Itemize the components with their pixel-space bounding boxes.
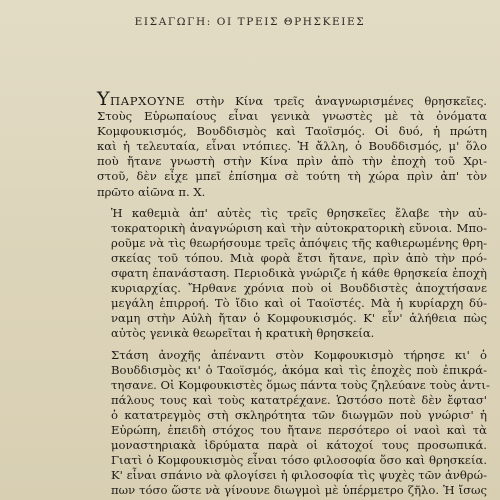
text-line: πρῶτο αἰῶνα π. Χ. [97,184,206,199]
text-line: σκείας τοῦ τόπου. Μιὰ φορὰ ἔτσι ἤτανε, πρὶν ἀπὸ τὴν πρό- [111,250,487,265]
text-line: Γιατὶ ὁ Κομφουκισμὸς εἶναι τόσο φιλοσοφία ὅσο καὶ θρησκεία. [111,453,487,468]
text-line: τησανε. Οἱ Κομφουκιστὲς ὅμως πάντα τοὺς ζηλεύανε τοὺς ἀντι- [111,377,490,392]
text-line: πων τόσο ὥστε νὰ γίνουνε διωγμοὶ μὲ ὑπέρμετρο ζῆλο. Ἡ ἴσως [111,483,487,498]
paragraph-3 [97,347,490,499]
drop-cap-letter: Υ [97,88,111,110]
paragraph-2 [97,206,487,342]
text-line: κυριαρχίας. Ἤρθανε χρόνια ποὺ οἱ Βουδδιστὲς ἀποχτήσανε [111,281,487,296]
text-line: Κ' εἶναι σπάνιο νὰ φλογίσει ἡ φιλοσοφία τὶς ψυχὲς τῶν ἀνθρώ- [111,468,487,483]
text-line: πάλους τους καὶ τοὺς κατατρέχανε. Ὡστόσο ποτὲ δὲν ἔφτασ' [111,392,487,407]
page-header: ΕΙΣΑΓΩΓΗ: ΟΙ ΤΡΕΙΣ ΘΡΗΣΚΕΙΕΣ [134,16,366,28]
text-line: Ἡ καθεμιὰ ἀπ' αὐτὲς τὶς τρεῖς θρησκεῖες ἔλαβε τὴν αὐ- [111,205,487,220]
text-line: ναμη στὴν Αὐλὴ ἤταν ὁ Κομφουκισμός. Κ' εἶν' ἀλήθεια πὼς [111,311,487,326]
text-line: Κομφουκισμός, Βουδδισμὸς καὶ Ταοϊσμός. Οἱ δυό, ἡ πρώτη [97,124,487,139]
text-line: Βουδδισμὸς κι' ὁ Ταοϊσμός, ἀκόμα καὶ τὶς ἐποχὲς ποὺ ἐπικρά- [111,362,487,377]
text-line: ποὺ ἤτανε γνωστὴ στὴν Κίνα πρὶν ἀπὸ τὴν ἐποχὴ τοῦ Χρι- [97,154,487,169]
text-line: Εὐρώπη, ἐπειδὴ στόχος του ἤτανε περσότερο οἱ ναοὶ καὶ τὰ [111,422,487,437]
paragraph-1 [97,88,487,200]
text-line: μοναστηριακὰ ἱδρύματα παρὰ οἱ κάτοχοί τους προσωπικά. [111,438,487,453]
text-line: τοκρατορικὴ ἀναγνώριση καὶ τὴν αὐτοκρατορικὴ εὔνοια. Μπο- [111,220,487,235]
opening-word: ΠΑΡΧΟΥΝΕ [110,94,186,108]
text-line: Στάση ἀνοχῆς ἀπέναντι στὸν Κομφουκισμὸ τήρησε κι' ὁ [111,347,487,362]
body-text [97,88,490,498]
text-line: αὐτὸς γενικὰ θεωρεῖται ἡ κρατικὴ θρησκεία. [111,326,375,341]
text-line: Στοὺς Εὐρωπαίους εἶναι γενικὰ γνωστὲς μὲ τὰ ὀνόματα [97,109,487,124]
text-line: ροῦμε νὰ τὶς θεωρήσουμε τρεῖς ἀπόψεις τῆς καθιερωμένης θρη- [111,235,487,250]
text-line: στοῦ, δὲν εἶχε μπεῖ ἐπίσημα σὲ τούτη τὴ χώρα πρὶν ἀπ' τὸν [97,169,487,184]
paragraph-1-line-1 [97,88,487,110]
text-line: στὴν Κίνα τρεῖς ἀναγνωρισμένες θρησκεῖες. [195,94,487,108]
text-line: μεγάλη ἐπιρροή. Τὸ ἴδιο καὶ οἱ Ταοϊστές. Μὰ ἡ κυρίαρχη δύ- [111,296,487,311]
text-line: ὁ κατατρεγμὸς στὴ σκληρότητα τῶν διωγμῶν ποὺ γνώρισ' ἡ [111,407,487,422]
text-line: καὶ ἡ τελευταία, εἶναι ντόπιες. Ἡ ἄλλη, ὁ Βουδδισμός, μ' ὅλο [97,139,487,154]
text-line: σφατη ἐπανάσταση. Περιοδικὰ γνώριζε ἡ κάθε θρησκεία ἐποχὴ [111,266,487,281]
